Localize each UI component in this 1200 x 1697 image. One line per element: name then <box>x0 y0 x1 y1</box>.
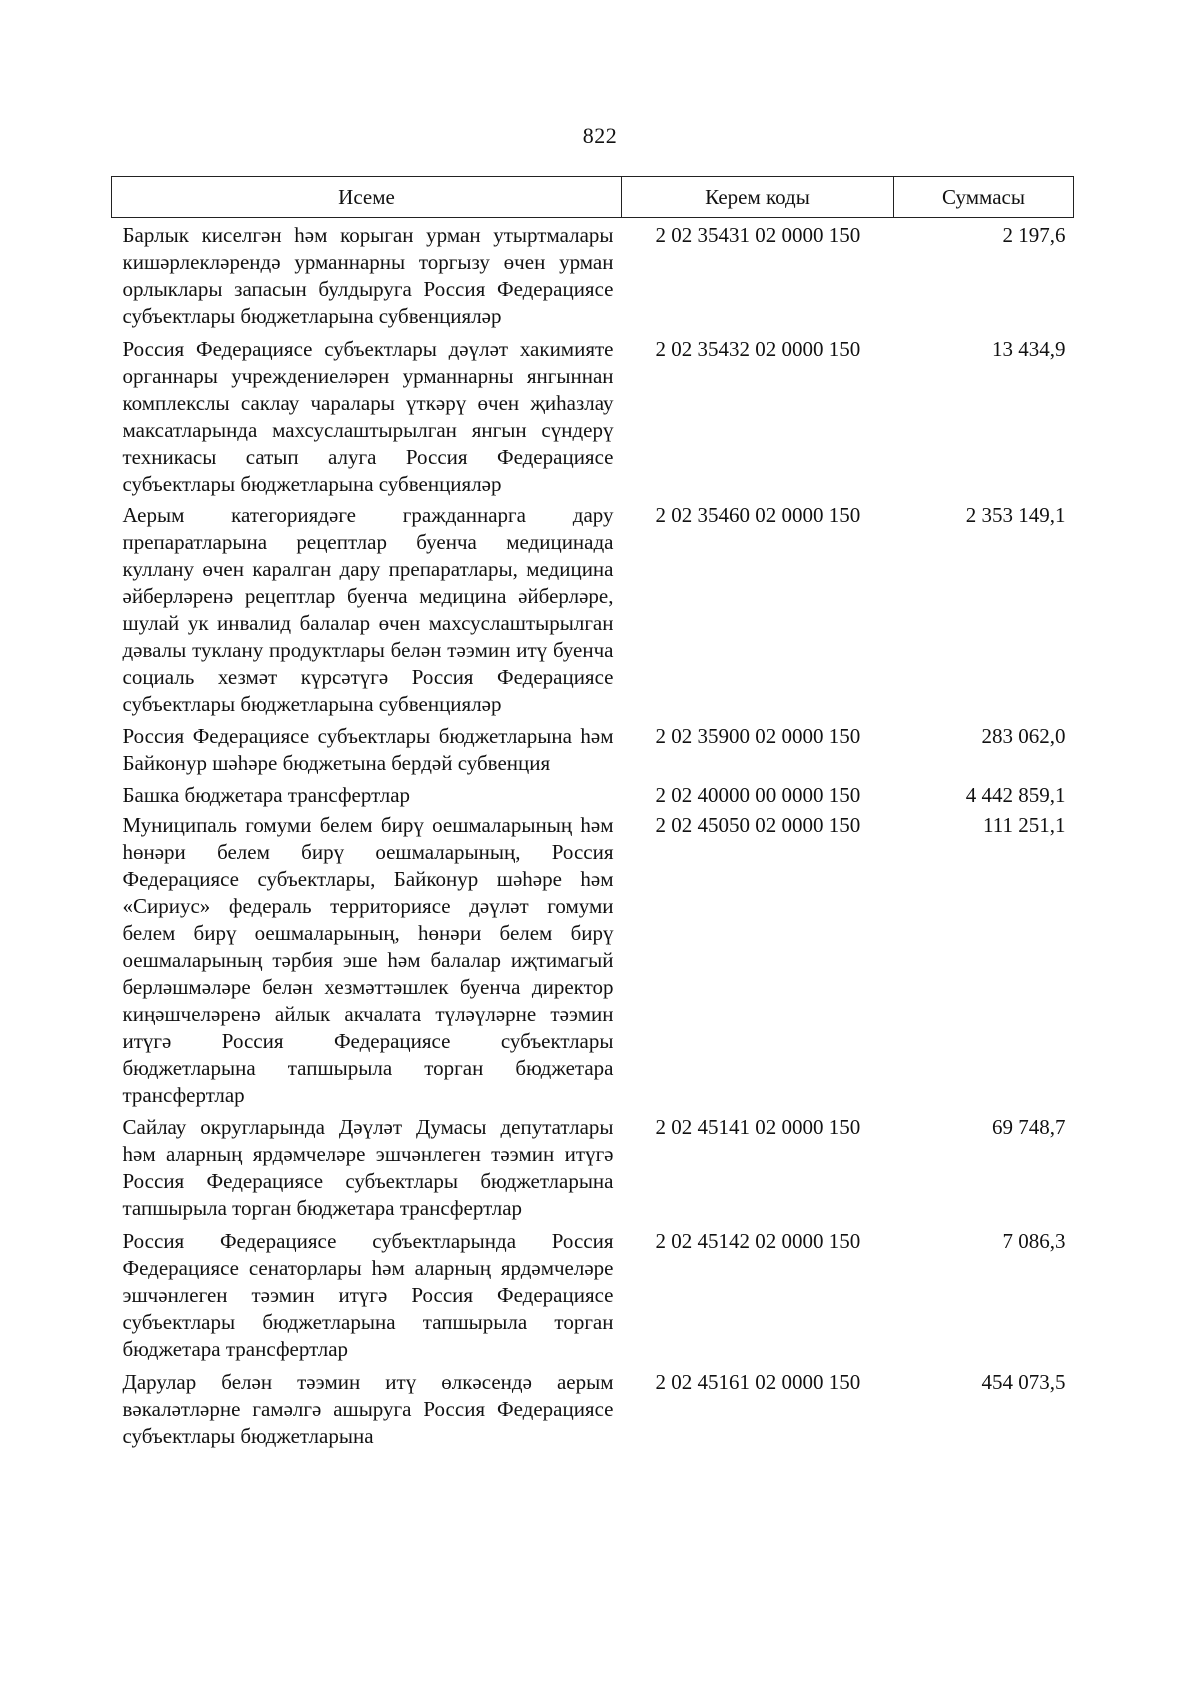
table-row <box>112 1363 1074 1450</box>
row-name: Россия Федерациясе субъектлары бюджетларына һәм Байконур шәһәре бюджетына бердәй субвенция <box>122 724 614 775</box>
column-header-sum: Суммасы <box>894 177 1074 218</box>
table-row <box>112 809 1074 1109</box>
column-header-name: Исеме <box>112 177 622 218</box>
row-name: Барлык киселгән һәм корыган урман утыртмалары кишәрлекләрендә урманнарны торгызу өчен урман орлыклары запасын булдыруга Россия Федерациясе субъектлары бюджетларына субвенцияләр <box>122 223 614 328</box>
row-code: 2 02 35900 02 0000 150 <box>655 724 861 748</box>
table-row <box>112 777 1074 809</box>
row-code: 2 02 45050 02 0000 150 <box>655 813 861 837</box>
row-name: Муниципаль гомуми белем бирү оешмаларының һәм һөнәри белем бирү оешмаларының, Россия Федерациясе субъектлары, Байконур шәһәре һәм «Сириус» федераль территориясе дәүләт гомуми белем бирү оешмаларының, һөнәри белем бирү оешмаларының тәрбия эше һәм балалар иҗтимагый берләшмәләре белән хезмәттәшлек буенча директор киңәшчеләренә айлык акчалата түләүләрне тәэмин итүгә Россия Федерациясе субъектлары бюджетларына тапшырыла торган бюджетара трансфертлар <box>122 813 614 1107</box>
row-name: Аерым категориядәге гражданнарга дару препаратларына рецептлар буенча медицинада куллану өчен каралган дару препаратлары, медицина әйберләренә рецептлар буенча медицина әйберләре, шулай ук инвалид балалар өчен махсуслаштырылган дәвалы туклану продуктлары белән тәэмин итү буенча социаль хезмәт күрсәтүгә Россия Федерациясе субъектлары бюджетларына субвенцияләр <box>122 503 614 716</box>
table-row <box>112 718 1074 777</box>
row-code: 2 02 35432 02 0000 150 <box>655 337 861 361</box>
row-code: 2 02 35431 02 0000 150 <box>655 223 861 247</box>
row-name: Дарулар белән тәэмин итү өлкәсендә аерым вәкаләтләрне гамәлгә ашыруга Россия Федерациясе субъектлары бюджетларына <box>122 1370 614 1448</box>
row-sum: 283 062,0 <box>981 724 1066 748</box>
row-name: Россия Федерациясе субъектлары дәүләт хакимияте органнары учреждениеләрен урманнарны янгыннан комплекслы саклау чаралары үткәрү өчен җиһазлау максатларында махсуслаштырылган янгын сүндерү техникасы сатып алуга Россия Федерациясе субъектлары бюджетларына субвенцияләр <box>122 337 614 496</box>
row-sum: 111 251,1 <box>983 813 1066 837</box>
column-header-code: Керем коды <box>622 177 894 218</box>
row-name: Россия Федерациясе субъектларында Россия Федерациясе сенаторлары һәм аларның ярдәмчеләре эшчәнлеген тәэмин итүгә Россия Федерациясе субъектлары бюджетларына тапшырыла торган бюджетара трансфертлар <box>122 1229 614 1361</box>
row-sum: 454 073,5 <box>981 1370 1066 1394</box>
budget-table <box>111 176 1074 1450</box>
table-row <box>112 1222 1074 1363</box>
row-code: 2 02 45141 02 0000 150 <box>655 1115 861 1139</box>
row-name: Башка бюджетара трансфертлар <box>122 783 411 807</box>
row-name: Сайлау округларында Дәүләт Думасы депутатлары һәм аларның ярдәмчеләре эшчәнлеген тәэмин итүгә Россия Федерациясе субъектлары бюджетларына тапшырыла торган бюджетара трансфертлар <box>122 1115 614 1220</box>
row-sum: 7 086,3 <box>1002 1229 1066 1253</box>
row-sum: 4 442 859,1 <box>965 783 1066 807</box>
row-code: 2 02 45142 02 0000 150 <box>655 1229 861 1253</box>
row-sum: 2 353 149,1 <box>965 503 1066 527</box>
row-code: 2 02 40000 00 0000 150 <box>655 783 861 807</box>
table-header-row <box>112 177 1074 218</box>
table-row <box>112 498 1074 718</box>
table-row <box>112 330 1074 498</box>
row-sum: 2 197,6 <box>1002 223 1066 247</box>
row-sum: 69 748,7 <box>992 1115 1066 1139</box>
row-sum: 13 434,9 <box>992 337 1066 361</box>
table-row <box>112 218 1074 331</box>
row-code: 2 02 45161 02 0000 150 <box>655 1370 861 1394</box>
page-number: 822 <box>582 123 618 148</box>
row-code: 2 02 35460 02 0000 150 <box>655 503 861 527</box>
table-row <box>112 1109 1074 1222</box>
